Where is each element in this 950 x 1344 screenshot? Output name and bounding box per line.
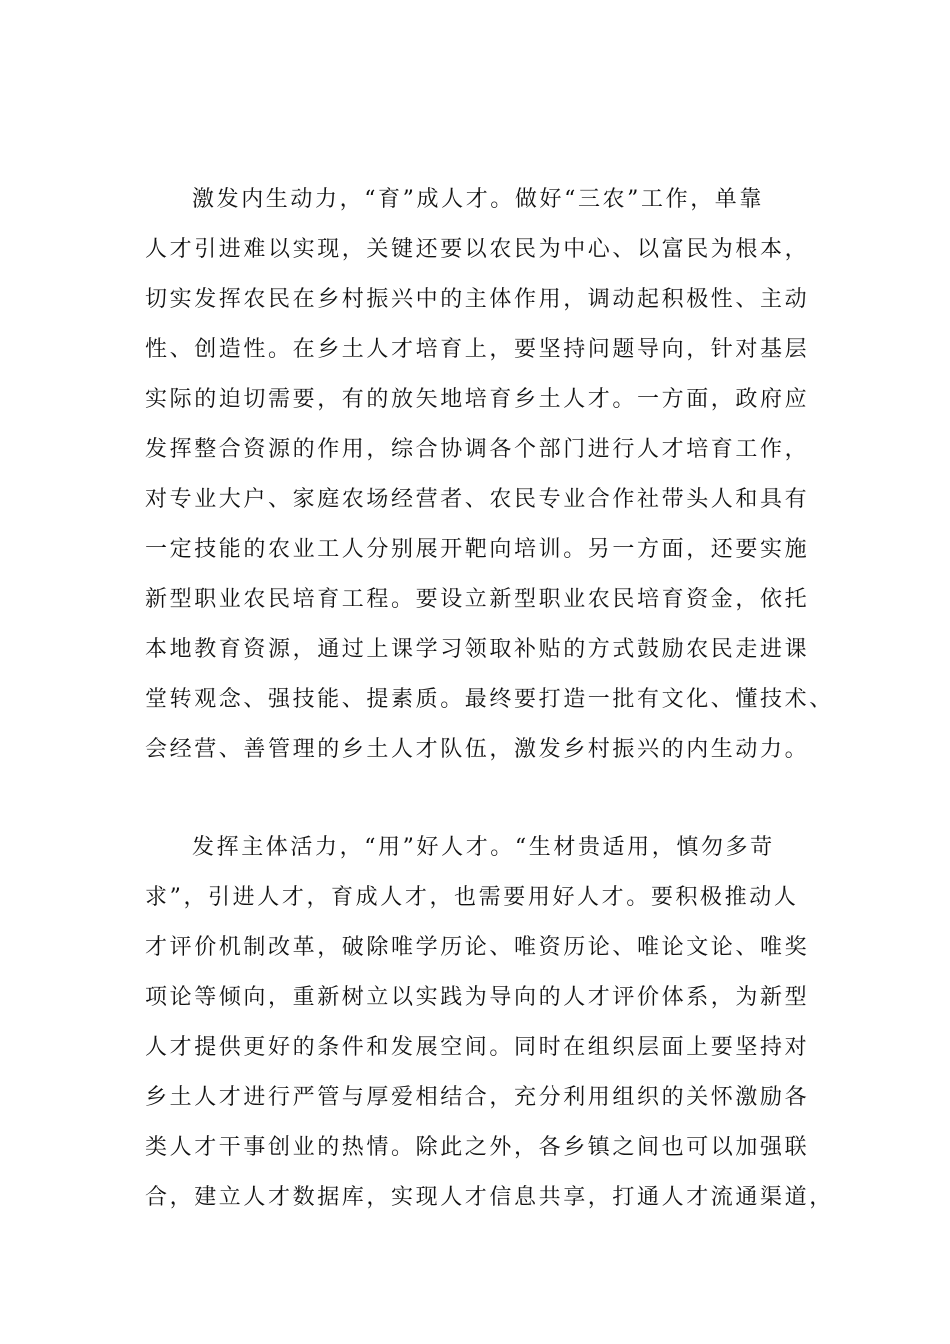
- text-line: 性、创造性。在乡土人才培育上，要坚持问题导向，针对基层: [145, 337, 810, 362]
- text-line: 人才引进难以实现，关键还要以农民为中心、以富民为根本，: [145, 237, 810, 262]
- text-line: 才评价机制改革，破除唯学历论、唯资历论、唯论文论、唯奖: [145, 935, 810, 960]
- text-line: 类人才干事创业的热情。除此之外，各乡镇之间也可以加强联: [145, 1135, 810, 1160]
- text-line: 求”，引进人才，育成人才，也需要用好人才。要积极推动人: [145, 885, 799, 910]
- text-line: 人才提供更好的条件和发展空间。同时在组织层面上要坚持对: [145, 1035, 810, 1060]
- text-line: 项论等倾向，重新树立以实践为导向的人才评价体系，为新型: [145, 985, 810, 1010]
- text-line: 乡土人才进行严管与厚爱相结合，充分利用组织的关怀激励各: [145, 1085, 810, 1110]
- text-line: 本地教育资源，通过上课学习领取补贴的方式鼓励农民走进课: [145, 637, 810, 662]
- text-line: 发挥整合资源的作用，综合协调各个部门进行人才培育工作，: [145, 437, 810, 462]
- text-line: 一定技能的农业工人分别展开靶向培训。另一方面，还要实施: [145, 537, 810, 562]
- text-line: 切实发挥农民在乡村振兴中的主体作用，调动起积极性、主动: [145, 287, 810, 312]
- text-line: 会经营、善管理的乡土人才队伍，激发乡村振兴的内生动力。: [145, 737, 810, 762]
- text-line: 合，建立人才数据库，实现人才信息共享，打通人才流通渠道，: [145, 1185, 834, 1210]
- text-line: 激发内生动力，“育”成人才。做好“三农”工作，单靠: [192, 187, 764, 212]
- text-line: 发挥主体活力，“用”好人才。“生材贵适用，慎勿多苛: [192, 835, 775, 860]
- text-line: 堂转观念、强技能、提素质。最终要打造一批有文化、懂技术、: [145, 687, 834, 712]
- text-line: 对专业大户、家庭农场经营者、农民专业合作社带头人和具有: [145, 487, 810, 512]
- text-line: 新型职业农民培育工程。要设立新型职业农民培育资金，依托: [145, 587, 810, 612]
- text-line: 实际的迫切需要，有的放矢地培育乡土人才。一方面，政府应: [145, 387, 810, 412]
